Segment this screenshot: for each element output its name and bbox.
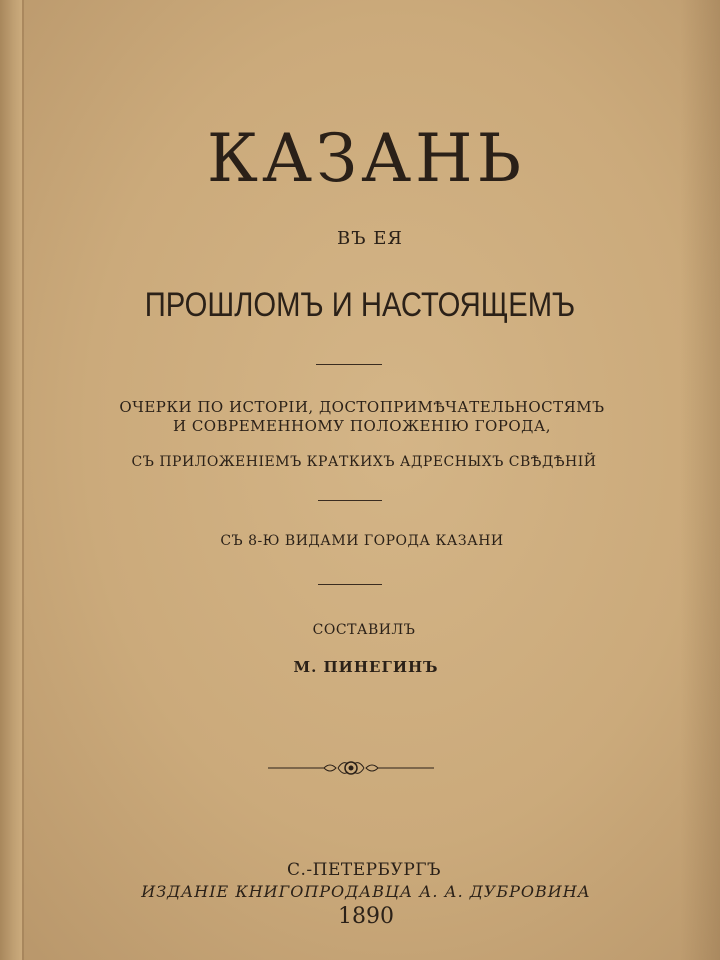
illustrations-note: СЪ 8-Ю ВИДАМИ ГОРОДА КАЗАНИ bbox=[220, 533, 504, 549]
description-line: СЪ ПРИЛОЖЕНІЕМЪ КРАТКИХЪ АДРЕСНЫХЪ СВѢДѢНІЙ bbox=[131, 454, 597, 470]
divider-rule bbox=[316, 364, 382, 365]
author-name: М. ПИНЕГИНЪ bbox=[293, 658, 439, 676]
description-line: ОЧЕРКИ ПО ИСТОРІИ, ДОСТОПРИМѢЧАТЕЛЬНОСТЯМЪ bbox=[119, 398, 605, 416]
divider-rule bbox=[318, 500, 382, 501]
publication-year: 1890 bbox=[338, 904, 394, 929]
description-line: И СОВРЕМЕННОМУ ПОЛОЖЕНІЮ ГОРОДА, bbox=[172, 417, 552, 435]
subtitle-main: ПРОШЛОМЪ И НАСТОЯЩЕМЪ bbox=[144, 286, 576, 324]
subtitle-connector: ВЪ ЕЯ bbox=[337, 228, 403, 249]
publication-city: С.-ПЕТЕРБУРГЪ bbox=[286, 860, 442, 880]
divider-rule bbox=[318, 584, 382, 585]
book-title: КАЗАНЬ bbox=[206, 120, 526, 197]
floral-ornament-icon bbox=[268, 756, 434, 780]
publisher-line: ИЗДАНІЕ КНИГОПРОДАВЦА А. А. ДУБРОВИНА bbox=[141, 882, 591, 901]
composed-by-label: СОСТАВИЛЪ bbox=[312, 622, 416, 638]
